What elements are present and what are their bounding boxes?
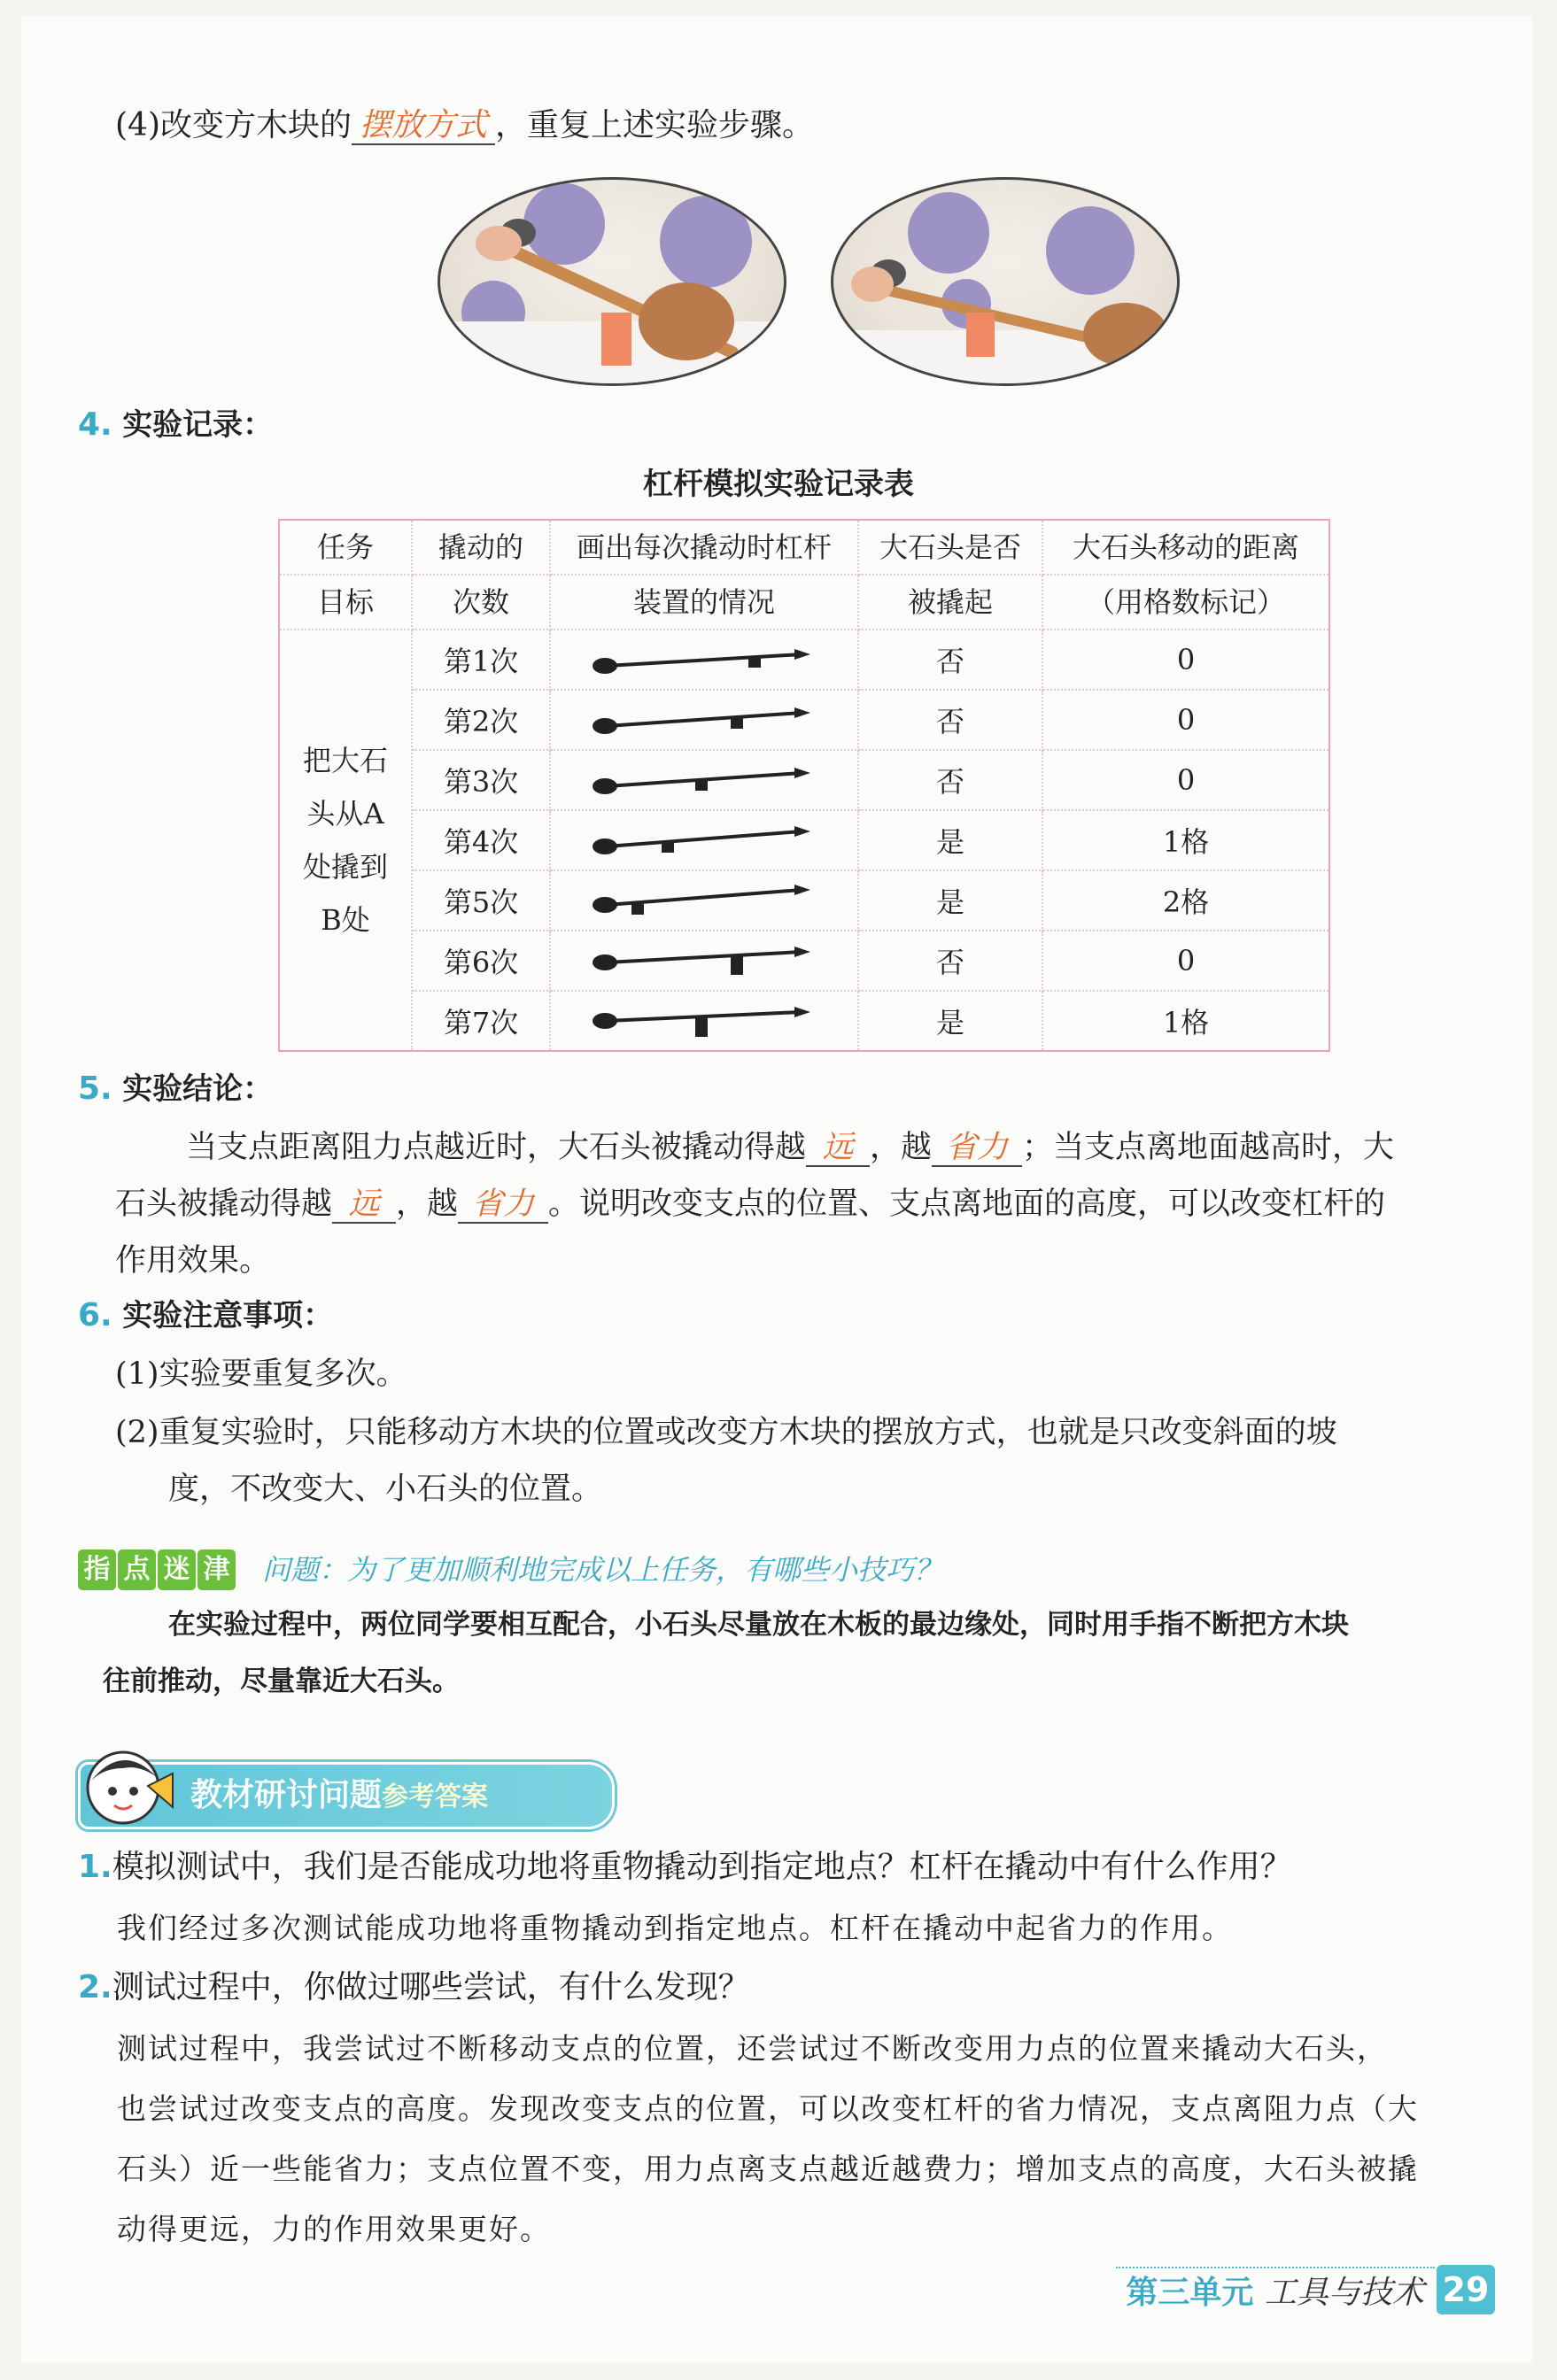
header-distance: 大石头移动的距离 (1042, 520, 1329, 575)
header-task-2: 目标 (279, 575, 412, 630)
notice-item-2-line-1: (2)重复实验时，只能移动方木块的位置或改变方木块的摆放方式，也就是只改变斜面的坡 (115, 1415, 1337, 1450)
conclusion-text: ，越 (396, 1186, 459, 1222)
banner-title (190, 1772, 488, 1821)
conclusion-text: ；当支点离地面越高时，大 (1022, 1130, 1395, 1165)
lever-drawing-6 (550, 931, 858, 991)
lever-drawing-1 (550, 630, 858, 690)
conclusion-answer-4: 省力 (458, 1186, 548, 1224)
notice-item-1: (1)实验要重复多次。 (115, 1356, 407, 1392)
lever-drawing-3 (550, 750, 858, 810)
banner-title-text: 教材研讨问题 (190, 1777, 383, 1813)
section-5-title: 实验结论： (122, 1071, 274, 1107)
conclusion-line-1 (186, 1126, 1394, 1169)
conclusion-text: ，越 (870, 1130, 933, 1165)
answer-2-line: 也尝试过改变支点的高度。发现改变支点的位置，可以改变杠杆的省力情况，支点离阻力点（大 (117, 2091, 1419, 2126)
lever-drawing-2 (550, 690, 858, 750)
section-4-number: 4. (78, 406, 112, 443)
lifted-value: 是 (858, 810, 1042, 870)
question-1 (78, 1845, 1292, 1889)
trial-label: 第1次 (412, 630, 550, 690)
lifted-value: 否 (858, 931, 1042, 991)
task-line: 处撬到 (302, 850, 388, 884)
conclusion-text: 石头被撬动得越 (115, 1186, 333, 1222)
tip-badge (78, 1549, 236, 1590)
answer-2-line: 动得更远，力的作用效果更好。 (117, 2212, 551, 2246)
tip-badge-char: 津 (198, 1549, 236, 1590)
banner-subtitle: 参考答案 (382, 1781, 489, 1812)
conclusion-answer-3: 远 (332, 1186, 396, 1224)
question-2 (78, 1966, 750, 2010)
conclusion-answer-1: 远 (806, 1130, 870, 1167)
task-line: B处 (321, 903, 370, 937)
step-4-answer: 摆放方式 (352, 108, 495, 145)
mascot-icon (77, 1742, 174, 1839)
tip-question: 问题：为了更加顺利地完成以上任务，有哪些小技巧？ (262, 1553, 943, 1587)
question-1-number: 1. (78, 1849, 112, 1885)
section-6-title: 实验注意事项： (122, 1298, 334, 1333)
section-6-heading (78, 1294, 333, 1337)
reference-answers-banner (78, 1762, 615, 1829)
lever-drawing-4 (550, 810, 858, 870)
footer-title (1126, 2268, 1424, 2313)
trial-label: 第4次 (412, 810, 550, 870)
lever-drawing-5 (550, 870, 858, 931)
section-5-heading (78, 1068, 273, 1110)
section-4-heading (78, 404, 273, 446)
conclusion-text: 当支点距离阻力点越近时，大石头被撬动得越 (186, 1130, 807, 1165)
trial-label: 第2次 (412, 690, 550, 750)
step-4-line (115, 104, 814, 147)
task-target-cell (279, 630, 412, 1051)
experiment-photo-right (831, 177, 1180, 386)
conclusion-answer-2: 省力 (932, 1130, 1022, 1167)
header-lifted-2: 被撬起 (858, 575, 1042, 630)
section-4-title: 实验记录： (122, 407, 274, 443)
section-6-number: 6. (78, 1297, 112, 1333)
header-lifted: 大石头是否 (858, 520, 1042, 575)
footer-chapter: 工具与技术 (1264, 2274, 1424, 2311)
footer-unit: 第三单元 (1126, 2274, 1254, 2311)
distance-value: 1格 (1042, 991, 1329, 1051)
tip-badge-char: 点 (118, 1549, 156, 1590)
step-4-suffix: ，重复上述实验步骤。 (495, 107, 815, 143)
header-task: 任务 (279, 520, 412, 575)
distance-value: 0 (1042, 931, 1329, 991)
answer-2-line: 石头）近一些能省力；支点位置不变，用力点离支点越近越费力；增加支点的高度，大石头被撬 (117, 2152, 1419, 2186)
task-line: 头从A (306, 797, 384, 831)
answer-2-line: 测试过程中，我尝试过不断移动支点的位置，还尝试过不断改变用力点的位置来撬动大石头， (117, 2031, 1388, 2066)
trial-label: 第6次 (412, 931, 550, 991)
answer-1-line: 我们经过多次测试能成功地将重物撬动到指定地点。杠杆在撬动中起省力的作用。 (117, 1911, 1233, 1945)
question-2-text: 测试过程中，你做过哪些尝试，有什么发现？ (112, 1969, 750, 2005)
distance-value: 0 (1042, 630, 1329, 690)
distance-value: 1格 (1042, 810, 1329, 870)
page-footer (1126, 2265, 1495, 2314)
trial-label: 第7次 (412, 991, 550, 1051)
header-drawing: 画出每次撬动时杠杆 (550, 520, 858, 575)
table-caption: 杠杆模拟实验记录表 (643, 467, 914, 502)
section-5-number: 5. (78, 1070, 112, 1107)
conclusion-line-2 (115, 1183, 1385, 1225)
conclusion-text: 。说明改变支点的位置、支点离地面的高度，可以改变杠杆的 (548, 1186, 1386, 1222)
tip-answer-line-1: 在实验过程中，两位同学要相互配合，小石头尽量放在木板的最边缘处，同时用手指不断把方木块 (168, 1609, 1349, 1641)
lifted-value: 是 (858, 870, 1042, 931)
page-number: 29 (1437, 2265, 1495, 2314)
experiment-photo-left (438, 177, 786, 386)
trial-label: 第5次 (412, 870, 550, 931)
header-count: 撬动的 (412, 520, 550, 575)
distance-value: 2格 (1042, 870, 1329, 931)
task-line: 把大石 (302, 744, 388, 777)
notice-item-2-line-2: 度，不改变大、小石头的位置。 (168, 1472, 603, 1507)
conclusion-line-3: 作用效果。 (115, 1243, 271, 1279)
experiment-record-table (278, 519, 1330, 1052)
tip-badge-char: 指 (78, 1549, 116, 1590)
lifted-value: 否 (858, 750, 1042, 810)
distance-value: 0 (1042, 690, 1329, 750)
step-4-prefix: (4)改变方木块的 (115, 107, 352, 143)
header-count-2: 次数 (412, 575, 550, 630)
question-2-number: 2. (78, 1969, 112, 2005)
header-drawing-2: 装置的情况 (550, 575, 858, 630)
distance-value: 0 (1042, 750, 1329, 810)
lifted-value: 是 (858, 991, 1042, 1051)
lifted-value: 否 (858, 690, 1042, 750)
tip-badge-char: 迷 (158, 1549, 196, 1590)
lever-drawing-7 (550, 991, 858, 1051)
tip-answer-line-2: 往前推动，尽量靠近大石头。 (103, 1665, 460, 1697)
trial-label: 第3次 (412, 750, 550, 810)
header-distance-2: （用格数标记） (1042, 575, 1329, 630)
lifted-value: 否 (858, 630, 1042, 690)
question-1-text: 模拟测试中，我们是否能成功地将重物撬动到指定地点？杠杆在撬动中有什么作用？ (112, 1849, 1292, 1885)
